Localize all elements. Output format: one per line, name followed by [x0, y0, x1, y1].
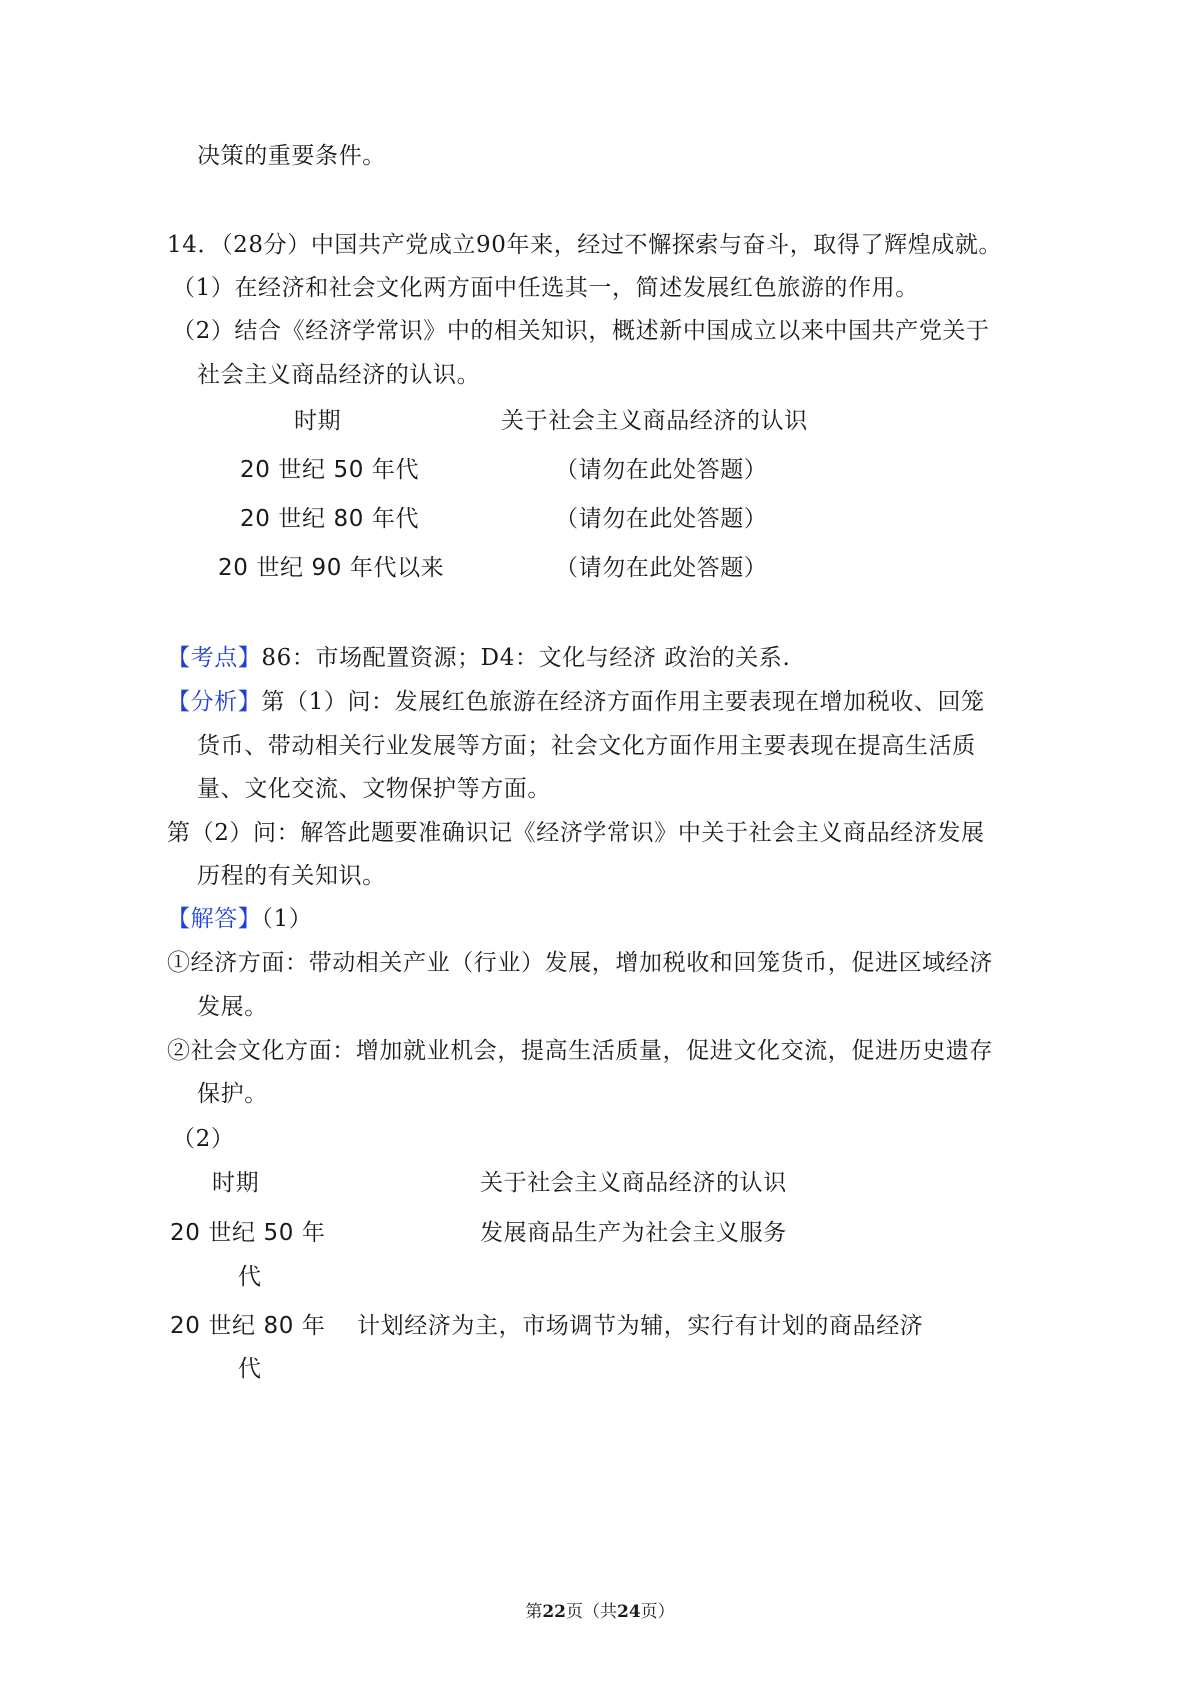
- question-table-row-content: （请勿在此处答题）: [555, 555, 768, 581]
- question-table-row-content: （请勿在此处答题）: [555, 457, 768, 483]
- answer-table-row-period: 20 世纪 80 年: [170, 1313, 326, 1339]
- answer-table-row-content: 计划经济为主，市场调节为辅，实行有计划的商品经济: [357, 1313, 924, 1339]
- kaodian-line: [167, 643, 790, 673]
- answer-table-row-content: 发展商品生产为社会主义服务: [480, 1220, 787, 1246]
- answer-table-row-period-cont: 代: [238, 1264, 262, 1290]
- question-table-row-period: 20 世纪 50 年代: [240, 457, 420, 483]
- jieda-tag: 【解答】: [167, 906, 262, 932]
- jieda-item1-line2: 发展。: [197, 994, 268, 1020]
- question-sub1: （1）在经济和社会文化两方面中任选其一，简述发展红色旅游的作用。: [172, 275, 919, 301]
- question-stem: 14．（28分）中国共产党成立90年来，经过不懈探索与奋斗，取得了辉煌成就。: [167, 232, 1003, 258]
- jieda-line: [167, 904, 312, 934]
- answer-table-row-period-cont: 代: [238, 1356, 262, 1382]
- kaodian-tag: 【考点】: [167, 645, 262, 671]
- footer-suffix: 页）: [640, 1602, 675, 1622]
- page-footer: [0, 1601, 1200, 1623]
- question-table-row-period: 20 世纪 80 年代: [240, 506, 420, 532]
- footer-prefix: 第: [525, 1602, 543, 1622]
- question-table-row-period: 20 世纪 90 年代以来: [218, 555, 445, 581]
- question-sub2-line2: 社会主义商品经济的认识。: [197, 362, 481, 388]
- footer-total-pages: 24: [617, 1602, 641, 1622]
- jieda-part2-label: （2）: [172, 1126, 235, 1152]
- jieda-part1-label: （1）: [261, 906, 313, 932]
- jieda-item1-line1: ①经济方面：带动相关产业（行业）发展，增加税收和回笼货币，促进区域经济: [167, 950, 993, 976]
- fenxi-tag: 【分析】: [167, 689, 262, 715]
- kaodian-text: 86：市场配置资源；D4：文化与经济 政治的关系.: [261, 645, 791, 671]
- answer-table-header-content: 关于社会主义商品经济的认识: [480, 1170, 787, 1196]
- fenxi-line1: [167, 687, 985, 717]
- fenxi-line5: 历程的有关知识。: [197, 863, 386, 889]
- question-table-row-content: （请勿在此处答题）: [555, 506, 768, 532]
- fenxi-line2: 货币、带动相关行业发展等方面；社会文化方面作用主要表现在提高生活质: [197, 733, 976, 759]
- fenxi-line3: 量、文化交流、文物保护等方面。: [197, 776, 551, 802]
- fenxi-text-line1: 第（1）问：发展红色旅游在经济方面作用主要表现在增加税收、回笼: [261, 689, 985, 715]
- jieda-item2-line2: 保护。: [197, 1081, 268, 1107]
- footer-middle: 页（共: [566, 1602, 617, 1622]
- question-table-header-content: 关于社会主义商品经济的认识: [501, 408, 808, 434]
- jieda-item2-line1: ②社会文化方面：增加就业机会，提高生活质量，促进文化交流，促进历史遗存: [167, 1038, 993, 1064]
- answer-table-row-period: 20 世纪 50 年: [170, 1220, 326, 1246]
- footer-current-page: 22: [542, 1602, 566, 1622]
- question-table-header-period: 时期: [294, 408, 342, 434]
- carry-over-line: 决策的重要条件。: [197, 143, 386, 169]
- question-sub2-line1: （2）结合《经济学常识》中的相关知识，概述新中国成立以来中国共产党关于: [172, 318, 990, 344]
- fenxi-line4: 第（2）问：解答此题要准确识记《经济学常识》中关于社会主义商品经济发展: [167, 820, 985, 846]
- answer-table-header-period: 时期: [212, 1170, 260, 1196]
